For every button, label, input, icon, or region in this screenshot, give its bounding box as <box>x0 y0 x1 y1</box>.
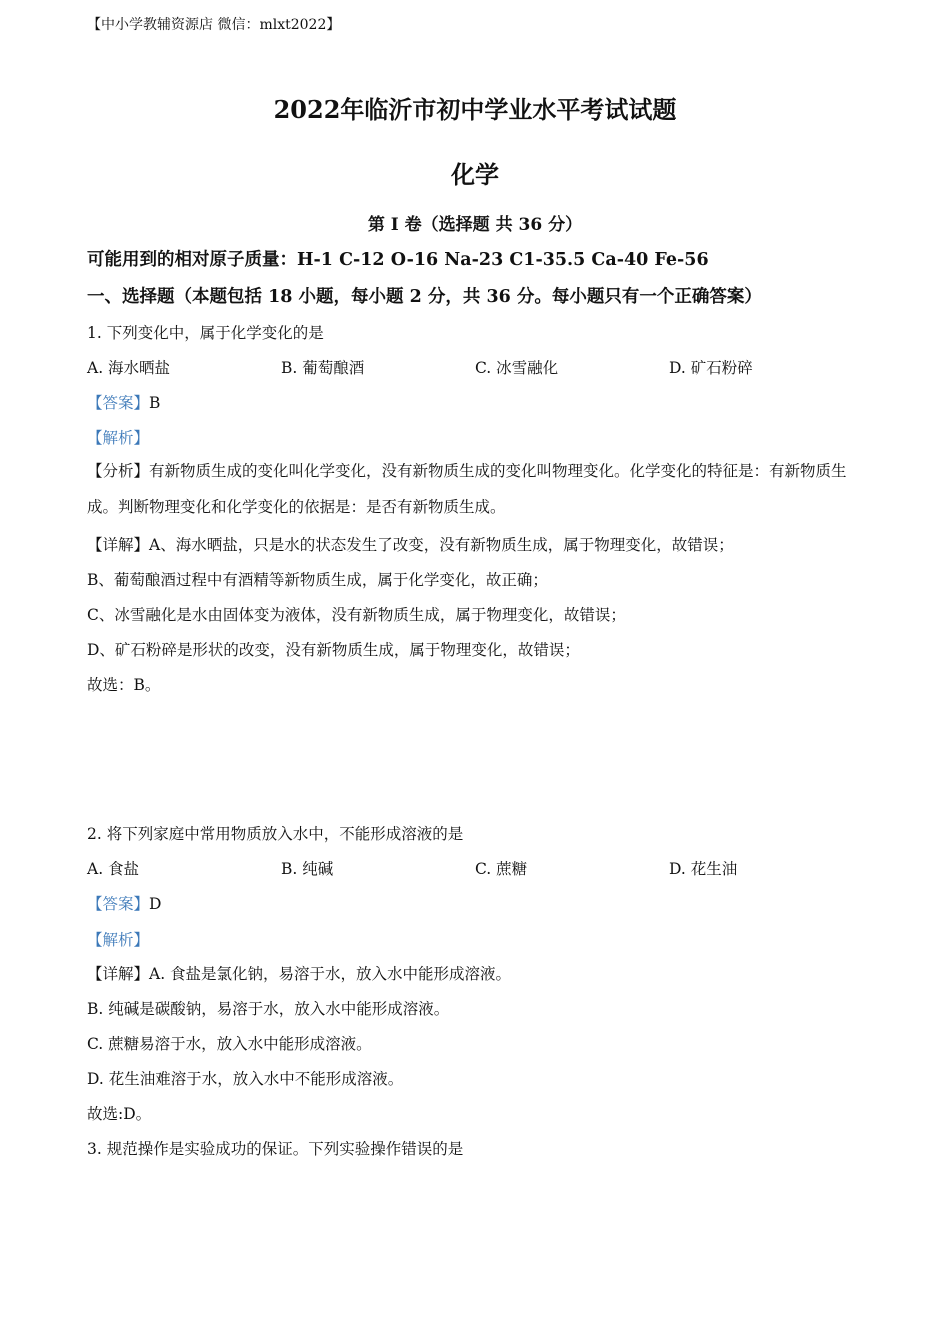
question-1-explanation-line: 【详解】A、海水晒盐，只是水的状态发生了改变，没有新物质生成，属于物理变化，故错误； <box>87 536 734 554</box>
answer-value: D <box>149 895 162 913</box>
answer-tag: 【答案】 <box>87 394 150 412</box>
atomic-masses: 可能用到的相对原子质量：H-1 C-12 O-16 Na-23 C1-35.5 Ca-40 Fe-56 <box>87 250 709 270</box>
question-1-explanation-analysis: 【分析】有新物质生成的变化叫化学变化，没有新物质生成的变化叫物理变化。化学变化的特征是：有新物质生成。判断物理变化和化学变化的依据是：是否有新物质生成。 <box>87 462 847 516</box>
question-2-option-c: C. 蔗糖 <box>475 860 528 878</box>
question-2-analysis-tag: 【解析】 <box>87 931 150 949</box>
question-2-conclusion: 故选:D。 <box>87 1105 152 1123</box>
question-2-explanation-line: D. 花生油难溶于水，放入水中不能形成溶液。 <box>87 1070 404 1088</box>
question-2-explanation-line: B. 纯碱是碳酸钠，易溶于水，放入水中能形成溶液。 <box>87 1000 450 1018</box>
question-1-analysis-tag: 【解析】 <box>87 429 150 447</box>
question-2-option-d: D. 花生油 <box>669 860 738 878</box>
answer-tag: 【答案】 <box>87 895 150 913</box>
question-2-answer <box>87 892 161 914</box>
exam-title: 2022年临沂市初中学业水平考试试题 <box>273 95 677 124</box>
question-3-stem: 3. 规范操作是实验成功的保证。下列实验操作错误的是 <box>87 1140 464 1158</box>
question-1-conclusion: 故选：B。 <box>87 676 161 694</box>
section-title: 第 I 卷（选择题 共 36 分） <box>367 215 583 235</box>
question-2-option-b: B. 纯碱 <box>281 860 334 878</box>
question-1-option-d: D. 矿石粉碎 <box>669 359 753 377</box>
question-1-option-c: C. 冰雪融化 <box>475 359 559 377</box>
question-1-stem: 1. 下列变化中，属于化学变化的是 <box>87 324 324 342</box>
question-1-option-b: B. 葡萄酿酒 <box>281 359 365 377</box>
question-1-explanation-line: D、矿石粉碎是形状的改变，没有新物质生成，属于物理变化，故错误； <box>87 641 580 659</box>
question-1-answer <box>87 391 160 413</box>
answer-value: B <box>149 394 161 412</box>
question-1-explanation-line: C、冰雪融化是水由固体变为液体，没有新物质生成，属于物理变化，故错误； <box>87 606 626 624</box>
part-heading: 一、选择题（本题包括 18 小题，每小题 2 分，共 36 分。每小题只有一个正确答案） <box>87 287 762 307</box>
question-1-option-a: A. 海水晒盐 <box>87 359 171 377</box>
question-2-explanation-line: 【详解】A. 食盐是氯化钠，易溶于水，放入水中能形成溶液。 <box>87 965 512 983</box>
subject-title: 化学 <box>451 160 499 189</box>
question-2-explanation-line: C. 蔗糖易溶于水，放入水中能形成溶液。 <box>87 1035 372 1053</box>
question-2-option-a: A. 食盐 <box>87 860 140 878</box>
question-1-explanation-line: B、葡萄酿酒过程中有酒精等新物质生成，属于化学变化，故正确； <box>87 571 548 589</box>
question-2-stem: 2. 将下列家庭中常用物质放入水中，不能形成溶液的是 <box>87 825 464 843</box>
page-header: 【中小学教辅资源店 微信：mlxt2022】 <box>87 17 341 33</box>
